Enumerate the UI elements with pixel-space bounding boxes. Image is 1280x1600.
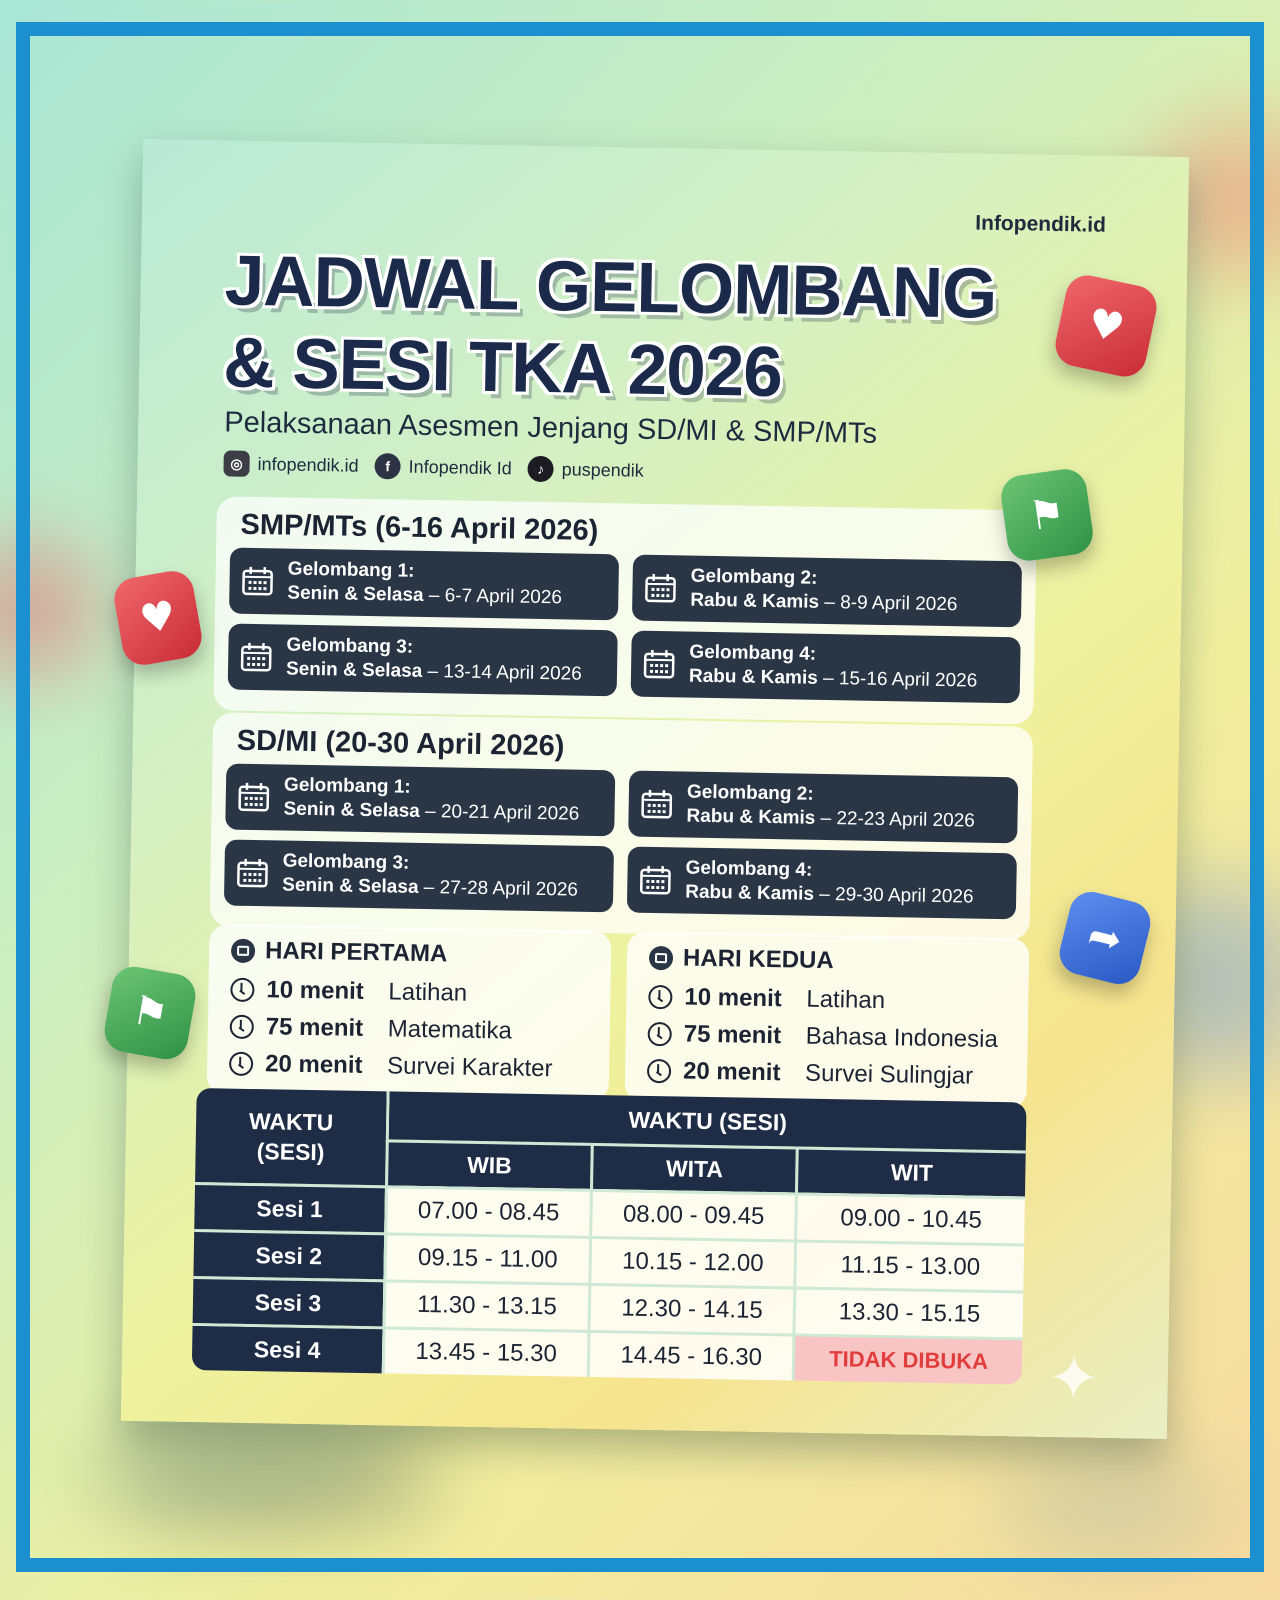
calendar-icon	[238, 782, 271, 813]
smp-block-title: SMP/MTs (6-16 April 2026)	[240, 508, 599, 547]
sesi-label: Sesi 1	[194, 1182, 385, 1232]
schedule-poster	[121, 139, 1189, 1439]
day-1-title: HARI PERTAMA	[264, 937, 448, 968]
clock-icon	[648, 1021, 672, 1045]
time-cell: 08.00 - 09.45	[589, 1189, 795, 1240]
wave-name: Gelombang 1:	[287, 558, 415, 582]
wave-name: Gelombang 2:	[686, 781, 814, 805]
duration: 20 menit	[682, 1057, 781, 1086]
day-2-card	[625, 932, 1030, 1109]
time-cell: 13.30 - 15.15	[793, 1286, 1024, 1337]
share-icon: ➦	[1083, 911, 1127, 965]
wave-date: – 6-7 April 2026	[423, 584, 563, 609]
day-2-title: HARI KEDUA	[682, 944, 834, 975]
bookmark-badge-icon	[998, 466, 1095, 563]
clock-icon	[647, 1058, 671, 1082]
wave-days: Senin & Selasa	[283, 798, 420, 822]
calendar-icon	[639, 865, 672, 896]
wave-date: – 15-16 April 2026	[817, 667, 978, 692]
wave-card	[631, 631, 1021, 704]
wave-text	[689, 641, 978, 694]
wave-text	[286, 634, 583, 687]
wave-card	[632, 555, 1022, 628]
session-time-table	[192, 1088, 1027, 1384]
calendar-icon	[649, 946, 673, 970]
calendar-icon	[644, 573, 677, 604]
time-cell: 09.00 - 10.45	[794, 1193, 1025, 1244]
heart-badge-icon	[1051, 271, 1160, 380]
day-1-header	[231, 937, 589, 971]
activity: Survei Karakter	[386, 1051, 553, 1082]
day-cards	[207, 924, 1030, 1108]
wave-days: Senin & Selasa	[287, 582, 424, 606]
wave-card	[628, 771, 1018, 844]
wave-date: – 13-14 April 2026	[422, 660, 582, 685]
sesi-label: Sesi 4	[192, 1323, 383, 1373]
activity: Latihan	[806, 985, 886, 1014]
calendar-icon	[240, 642, 273, 673]
wave-text	[282, 850, 579, 903]
wave-card	[627, 847, 1017, 920]
calendar-icon	[640, 789, 673, 820]
zone-header-wit: WIT	[795, 1147, 1026, 1197]
sd-schedule-block	[210, 712, 1034, 940]
bookmark-icon: ⚑	[1026, 489, 1068, 541]
wave-name: Gelombang 1:	[283, 774, 411, 798]
time-cell: 11.30 - 13.15	[383, 1279, 589, 1330]
clock-icon	[229, 1051, 253, 1075]
wave-card	[224, 840, 614, 913]
facebook-icon: f	[374, 453, 400, 479]
social-label: Infopendik Id	[408, 456, 512, 478]
wave-name: Gelombang 4:	[689, 641, 817, 665]
bookmark-icon: ⚑	[128, 987, 172, 1039]
wave-date: – 22-23 April 2026	[815, 807, 976, 832]
wave-date: – 8-9 April 2026	[818, 591, 958, 616]
title-line-1: JADWAL GELOMBANG	[224, 241, 997, 334]
corner-header-line-2: (SESI)	[256, 1138, 325, 1166]
day-1-card	[207, 924, 612, 1101]
wave-days: Rabu & Kamis	[685, 881, 815, 905]
wave-days: Senin & Selasa	[285, 658, 423, 682]
duration: 10 menit	[266, 975, 365, 1005]
time-cell: 12.30 - 14.15	[588, 1283, 794, 1334]
bookmark-badge-icon	[101, 963, 199, 1062]
wave-card	[228, 624, 618, 697]
day-2-header	[649, 944, 1007, 978]
time-cell: 11.15 - 13.00	[793, 1240, 1024, 1291]
social-links	[223, 450, 644, 483]
time-cell: 13.45 - 15.30	[382, 1326, 588, 1377]
corner-header	[195, 1088, 387, 1185]
sd-waves	[224, 764, 1018, 920]
day-row	[229, 1008, 588, 1051]
heart-icon: ♥	[1083, 299, 1129, 353]
title-line-2: & SESI TKA 2026	[222, 323, 783, 413]
wave-text	[686, 781, 975, 834]
wave-name: Gelombang 3:	[286, 634, 414, 658]
activity: Survei Sulingjar	[804, 1059, 974, 1090]
social-instagram[interactable]	[223, 450, 359, 478]
heart-badge-icon	[111, 568, 205, 669]
calendar-icon	[241, 566, 274, 597]
social-label: infopendik.id	[257, 453, 359, 476]
duration: 20 menit	[264, 1049, 363, 1079]
day-row	[648, 978, 1007, 1021]
sd-block-title: SD/MI (20-30 April 2026)	[236, 724, 565, 763]
activity: Matematika	[387, 1014, 513, 1045]
duration: 10 menit	[684, 983, 782, 1012]
day-row	[229, 1045, 588, 1088]
sesi-label: Sesi 2	[193, 1229, 384, 1279]
social-label: puspendik	[561, 458, 644, 481]
duration: 75 menit	[683, 1020, 782, 1049]
calendar-icon	[643, 649, 676, 680]
wave-text	[283, 774, 580, 827]
wave-days: Rabu & Kamis	[686, 805, 816, 829]
wave-name: Gelombang 2:	[690, 565, 818, 589]
smp-waves	[228, 548, 1022, 704]
wave-card	[225, 764, 615, 837]
wave-name: Gelombang 3:	[282, 850, 410, 874]
group-header: WAKTU (SESI)	[386, 1091, 1027, 1150]
time-cell: 14.45 - 16.30	[587, 1330, 793, 1381]
wave-text	[287, 558, 562, 611]
instagram-icon: ◎	[223, 450, 249, 476]
clock-icon	[230, 977, 254, 1001]
wave-date: – 20-21 April 2026	[419, 800, 580, 825]
zone-header-wib: WIB	[385, 1139, 591, 1189]
day-row	[647, 1015, 1006, 1058]
clock-icon	[230, 1014, 254, 1038]
zone-header-wita: WITA	[590, 1143, 796, 1193]
closed-status-cell: TIDAK DIBUKA	[792, 1333, 1023, 1384]
clock-icon	[648, 984, 672, 1008]
poster-title	[223, 240, 1026, 418]
wave-date: – 29-30 April 2026	[813, 883, 974, 908]
social-tiktok[interactable]	[527, 456, 644, 484]
duration: 75 menit	[265, 1012, 364, 1042]
brand-text: Infopendik.id	[975, 211, 1107, 237]
sparkle-icon: ✦	[1047, 1340, 1101, 1415]
calendar-icon	[231, 939, 255, 963]
time-cell: 10.15 - 12.00	[588, 1236, 794, 1287]
corner-header-line-1: WAKTU	[248, 1107, 334, 1136]
time-cell: 07.00 - 08.45	[384, 1185, 590, 1236]
social-facebook[interactable]	[374, 453, 512, 481]
sesi-label: Sesi 3	[193, 1276, 384, 1326]
poster-subtitle: Pelaksanaan Asesmen Jenjang SD/MI & SMP/MTs	[224, 406, 878, 450]
wave-days: Rabu & Kamis	[690, 589, 820, 613]
wave-days: Rabu & Kamis	[688, 665, 818, 689]
heart-icon: ♥	[136, 592, 180, 644]
wave-days: Senin & Selasa	[282, 874, 419, 898]
activity: Latihan	[388, 977, 468, 1007]
wave-date: – 27-28 April 2026	[418, 876, 579, 901]
time-cell: 09.15 - 11.00	[383, 1232, 589, 1283]
tiktok-icon: ♪	[527, 456, 553, 482]
wave-text	[685, 857, 974, 910]
day-row	[230, 971, 589, 1014]
activity: Bahasa Indonesia	[805, 1022, 999, 1053]
smp-schedule-block	[213, 496, 1037, 724]
calendar-icon	[236, 858, 269, 889]
wave-name: Gelombang 4:	[685, 857, 813, 881]
day-row	[647, 1052, 1006, 1095]
wave-card	[229, 548, 619, 621]
wave-text	[690, 565, 958, 618]
